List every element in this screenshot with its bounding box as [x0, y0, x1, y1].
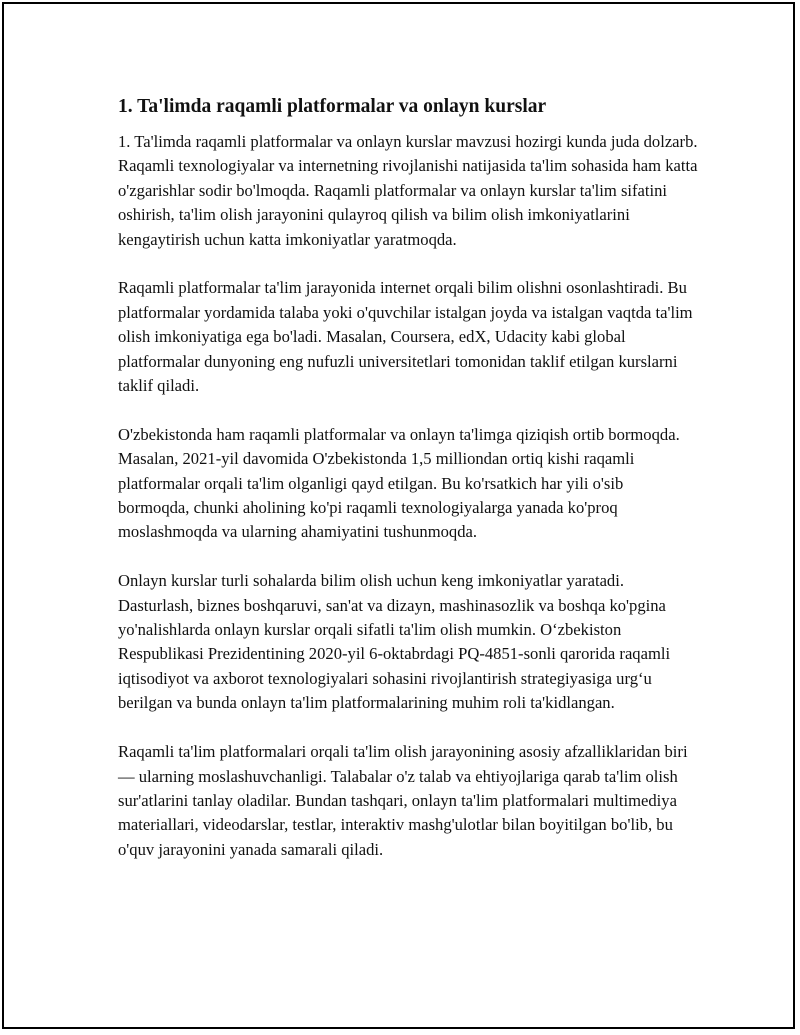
- paragraph-3: O'zbekistonda ham raqamli platformalar va onlayn ta'limga qiziqish ortib bormoqda. Masalan, 2021-yil davomida O'zbekistonda 1,5 milliondan ortiq kishi raqamli platformalar orqali ta'lim olganligi qayd etilgan. Bu ko'rsatkich har yili o'sib bormoqda, chunki aholining ko'pi raqamli texnologiyalarga yanada ko'proq moslashmoqda va ularning ahamiyatini tushunmoqda.: [118, 424, 680, 542]
- paragraph-4: Onlayn kurslar turli sohalarda bilim olish uchun keng imkoniyatlar yaratadi. Dasturlash, biznes boshqaruvi, san'at va dizayn, mashinasozlik va boshqa ko'pgina yo'nalishlarda onlayn kurslar orqali sifatli ta'lim olish mumkin. O‘zbekiston Respublikasi Prezidentining 2020-yil 6-oktabrdagi PQ-4851-sonli qarorida raqamli iqtisodiyot va axborot texnologiyalari sohasini rivojlantirish strategiyasiga urg‘u berilgan va bunda onlayn ta'lim platformalarining muhim roli ta'kidlangan.: [118, 571, 671, 713]
- paragraph-5: Raqamli ta'lim platformalari orqali ta'lim olish jarayonining asosiy afzalliklaridan biri — ularning moslashuvchanligi. Talabalar o'z talab va ehtiyojlariga qarab ta'lim olish sur'atlarini tanlay oladilar. Bundan tashqari, onlayn ta'lim platformalari multimediya materiallari, videodarslar, testlar, interaktiv mashg'ulotlar bilan boyitilgan bo'lib, bu o'quv jarayonini yanada samarali qiladi.: [118, 742, 688, 859]
- paragraph-1: 1. Ta'limda raqamli platformalar va onlayn kurslar mavzusi hozirgi kunda juda dolzarb. Raqamli texnologiyalar va internetning rivojlanishi natijasida ta'lim sohasida ham katta o'zgarishlar sodir bo'lmoqda. Raqamli platformalar va onlayn kurslar ta'lim sifatini oshirish, ta'lim olish jarayonini qulayroq qilish va bilim olish imkoniyatlarini kengaytirish uchun katta imkoniyatlar yaratmoqda.: [118, 132, 698, 249]
- document-body: [118, 94, 698, 887]
- paragraph-2: Raqamli platformalar ta'lim jarayonida internet orqali bilim olishni osonlashtiradi. Bu platformalar yordamida talaba yoki o'quvchilar istalgan joyda va istalgan vaqtda ta'lim olish imkoniyatiga ega bo'ladi. Masalan, Coursera, edX, Udacity kabi global platformalar dunyoning eng nufuzli universitetlari tomonidan taklif etilgan kurslarni taklif qiladi.: [118, 278, 693, 396]
- document-title: 1. Ta'limda raqamli platformalar va onlayn kurslar: [118, 96, 547, 117]
